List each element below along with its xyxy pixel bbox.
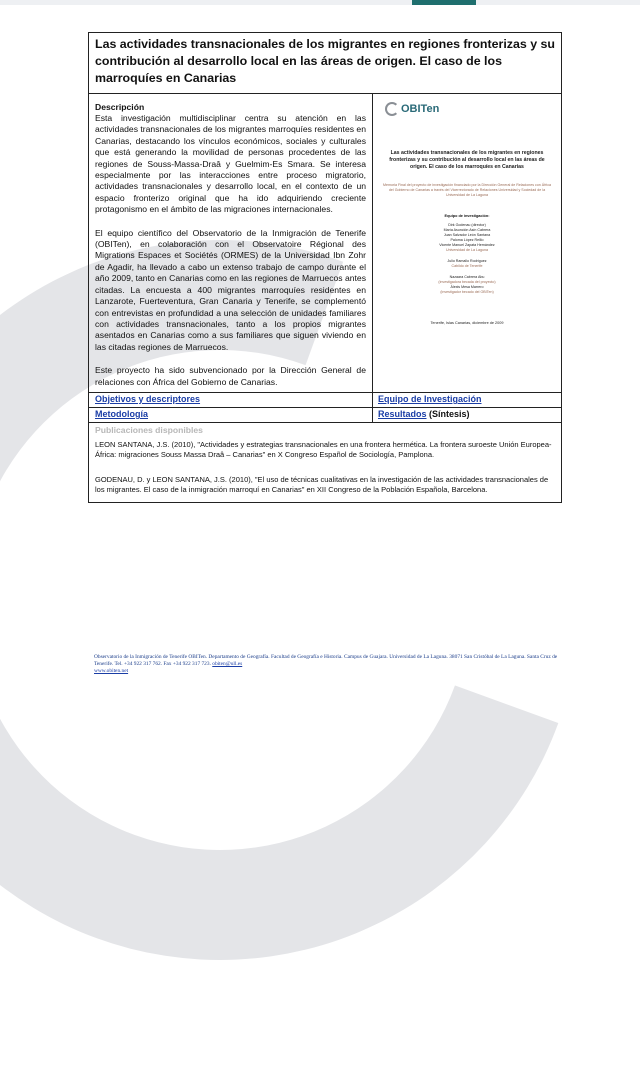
cover-collab-name: Nazaara Cabrera Abu	[449, 275, 485, 279]
publications-section	[89, 423, 561, 502]
description-row	[89, 94, 561, 393]
cover-team-names	[383, 223, 551, 295]
cover-title: Las actividades transnacionales de los migrantes en regiones fronterizas y su contribución al desarrollo local en las áreas de origen. El caso de los marroquíes en Canarias	[389, 150, 545, 170]
obiten-logo-icon	[385, 102, 399, 116]
metodologia-link[interactable]: Metodología	[95, 408, 148, 419]
resultados-cell	[373, 408, 561, 422]
publication-item: LEON SANTANA, J.S. (2010), "Actividades y estrategias transnacionales en una frontera hermética. La frontera suroeste Unión Europea-África: migraciones Souss Massa Draâ – Canarias" en X Congreso Español de Sociología, Pamplona.	[95, 439, 552, 460]
objetivos-link[interactable]: Objetivos y descriptores	[95, 393, 201, 404]
cover-page	[383, 102, 551, 382]
description-section	[89, 94, 373, 392]
top-logo-tab	[412, 0, 476, 5]
description-heading: Descripción	[95, 102, 145, 112]
description-paragraph-1: Esta investigación multidisciplinar centra su atención en las actividades transnacionales de los migrantes marroquíes residentes en Canarias, destacando los vínculos económicos, sociales y culturales que está generando la movilidad de personas procedentes de las regiones de Souss-Massa-Draâ y Guelmim-Es Smara. Se interesa especialmente por las interacciones entre proceso migratorio, actividades transnacionales y desarrollo local, en el contexto de un espacio fronterizo original que ha ido adquiriendo creciente protagonismo en el ámbito de las migraciones internacionales.	[95, 113, 366, 215]
equipo-link[interactable]: Equipo de Investigación	[378, 393, 482, 404]
footer-address: Observatorio de la Inmigración de Tenerife OBITen. Departamento de Geografía. Facultad de Geografía e Historia. Campus de Guajara. Universidad de La Laguna. 38071 San Cristóbal de La Laguna. Santa Cruz de Tenerife. Tel. +34 922 317 762. Fax +34 922 317 723.	[94, 654, 558, 667]
top-bar	[0, 0, 640, 5]
project-sheet	[88, 32, 562, 503]
footer-website-link[interactable]: www.obiten.net	[94, 667, 129, 674]
links-row-2	[89, 408, 561, 423]
cover-memo: Memoria Final del proyecto de investigación financiado por la Dirección General de Relaciones con África del Gobierno de Canarias a través del Vicerrectorado de Relaciones Universidad y Sociedad de la Universidad de La Laguna	[383, 183, 551, 197]
cover-team-heading: Equipo de investigación:	[444, 214, 490, 218]
cover-extra-affiliation: Cabildo de Tenerife	[451, 264, 483, 268]
footer-contact	[94, 654, 562, 674]
links-row-1	[89, 393, 561, 408]
cover-collab-affiliation: (investigadora becada del proyecto)	[438, 280, 496, 284]
project-title: Las actividades transnacionales de los migrantes en regiones fronterizas y su contribución al desarrollo local en las áreas de origen. El caso de los marroquíes en Canarias	[89, 33, 561, 94]
cover-place-date: Tenerife, Islas Canarias, diciembre de 2009	[430, 321, 504, 325]
cover-logo	[385, 102, 551, 116]
cover-collab-name-2: Álexis Mesa Marrero	[450, 285, 484, 289]
report-cover-thumbnail	[373, 94, 561, 392]
resultados-suffix: (Síntesis)	[426, 408, 470, 419]
objetivos-cell	[89, 393, 373, 407]
equipo-cell	[373, 393, 561, 407]
cover-team-list: Dirk Godenau (director) María Asunción Asín Cabrera Juan Salvador León Santana Paloma López Reillo Vicente Manuel Zapata Hernández	[439, 223, 495, 247]
cover-team-affiliation: Universidad de La Laguna	[446, 248, 488, 252]
metodologia-cell	[89, 408, 373, 422]
cover-extra-name: Julio Ramallo Rodríguez	[447, 259, 487, 263]
description-paragraph-3: Este proyecto ha sido subvencionado por la Dirección General de relaciones con África del Gobierno de Canarias.	[95, 365, 366, 387]
cover-collab-affiliation-2: (investigador becado del OBITen)	[440, 290, 494, 294]
footer-email-link[interactable]: obiten@ull.es	[212, 660, 243, 667]
cover-logo-text: OBITen	[401, 103, 440, 115]
resultados-link[interactable]: Resultados	[378, 408, 427, 419]
publication-item: GODENAU, D. y LEON SANTANA, J.S. (2010), "El uso de técnicas cualitativas en la investigación de las actividades transnacionales de los migrantes. El caso de la inmigración marroquí en Canarias" en XII Congreso de la Población Española, Barcelona.	[95, 474, 549, 495]
description-paragraph-2: El equipo científico del Observatorio de la Inmigración de Tenerife (OBITen), en colaboración con el Observatoire Régional des Migrations Espaces et Sociétés (ORMES) de la Universidad Ibn Zohr de Agadir, ha llevado a cabo un extenso trabajo de campo durante el año 2009, tanto en Canarias como en las regiones de Marruecos antes citadas. La encuesta a 400 migrantes marroquíes residentes en Lanzarote, Fuerteventura, Gran Canaria y Tenerife, se complementó con entrevistas en profundidad a una selección de unidades familiares con actividades transnacionales, tanto a los propios migrantes asentados en Canarias como a sus familiares que siguen viviendo en las citadas regiones de Marruecos.	[95, 227, 366, 352]
publications-heading: Publicaciones disponibles	[95, 424, 203, 435]
